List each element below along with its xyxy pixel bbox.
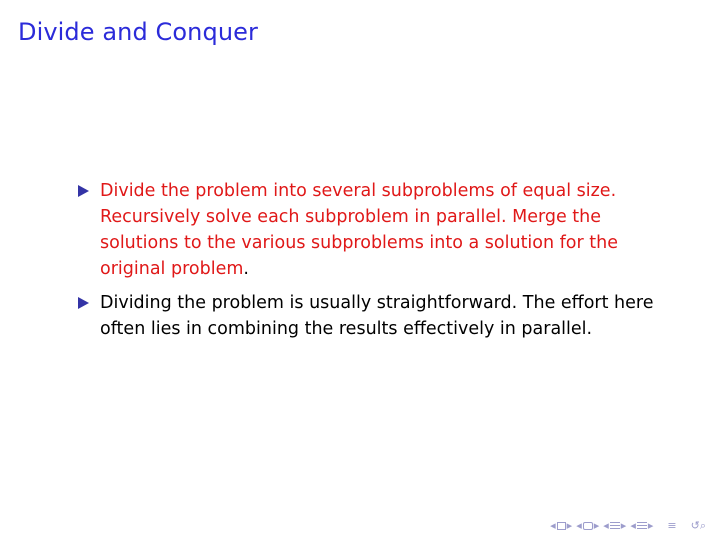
bullet-text-tail: . xyxy=(243,259,249,279)
bullet-text-highlighted: Divide the problem into several subproblems of equal size. Recursively solve each subproblem in parallel. Merge the solutions to the various subproblems into a solution for the original problem xyxy=(100,181,618,279)
bullet-item xyxy=(78,178,678,282)
align-icon[interactable]: ≡ xyxy=(667,519,677,532)
beamer-navigation-bar xyxy=(550,519,706,533)
subsection-icon[interactable] xyxy=(637,522,647,530)
section-icon[interactable] xyxy=(610,522,620,530)
frame-nav xyxy=(550,519,572,533)
bullet-triangle-icon xyxy=(78,185,89,197)
section-nav xyxy=(603,519,626,533)
bullet-text: Dividing the problem is usually straightforward. The effort here often lies in combining the results effectively in parallel. xyxy=(100,293,654,339)
nav-right-arrow-icon[interactable]: ▸ xyxy=(593,519,600,532)
nav-left-arrow-icon[interactable]: ◂ xyxy=(630,519,636,532)
nav-right-arrow-icon[interactable]: ▸ xyxy=(566,519,573,532)
nav-left-arrow-icon[interactable]: ◂ xyxy=(603,519,609,532)
frame-icon[interactable] xyxy=(557,522,566,530)
bullet-text xyxy=(100,178,678,282)
nav-left-arrow-icon[interactable]: ◂ xyxy=(550,519,556,532)
nav-left-arrow-icon[interactable]: ◂ xyxy=(576,519,582,532)
bullet-list xyxy=(78,178,678,350)
nav-right-arrow-icon[interactable]: ▸ xyxy=(647,519,654,532)
nav-right-arrow-icon[interactable]: ▸ xyxy=(620,519,627,532)
document-nav xyxy=(630,519,653,533)
subsection-icon[interactable] xyxy=(583,522,593,530)
bullet-triangle-icon xyxy=(78,297,89,309)
search-refresh-icon[interactable]: ↺⌕ xyxy=(690,519,706,532)
slide-title: Divide and Conquer xyxy=(18,18,258,46)
subsection-nav xyxy=(576,519,599,533)
bullet-item xyxy=(78,290,678,342)
